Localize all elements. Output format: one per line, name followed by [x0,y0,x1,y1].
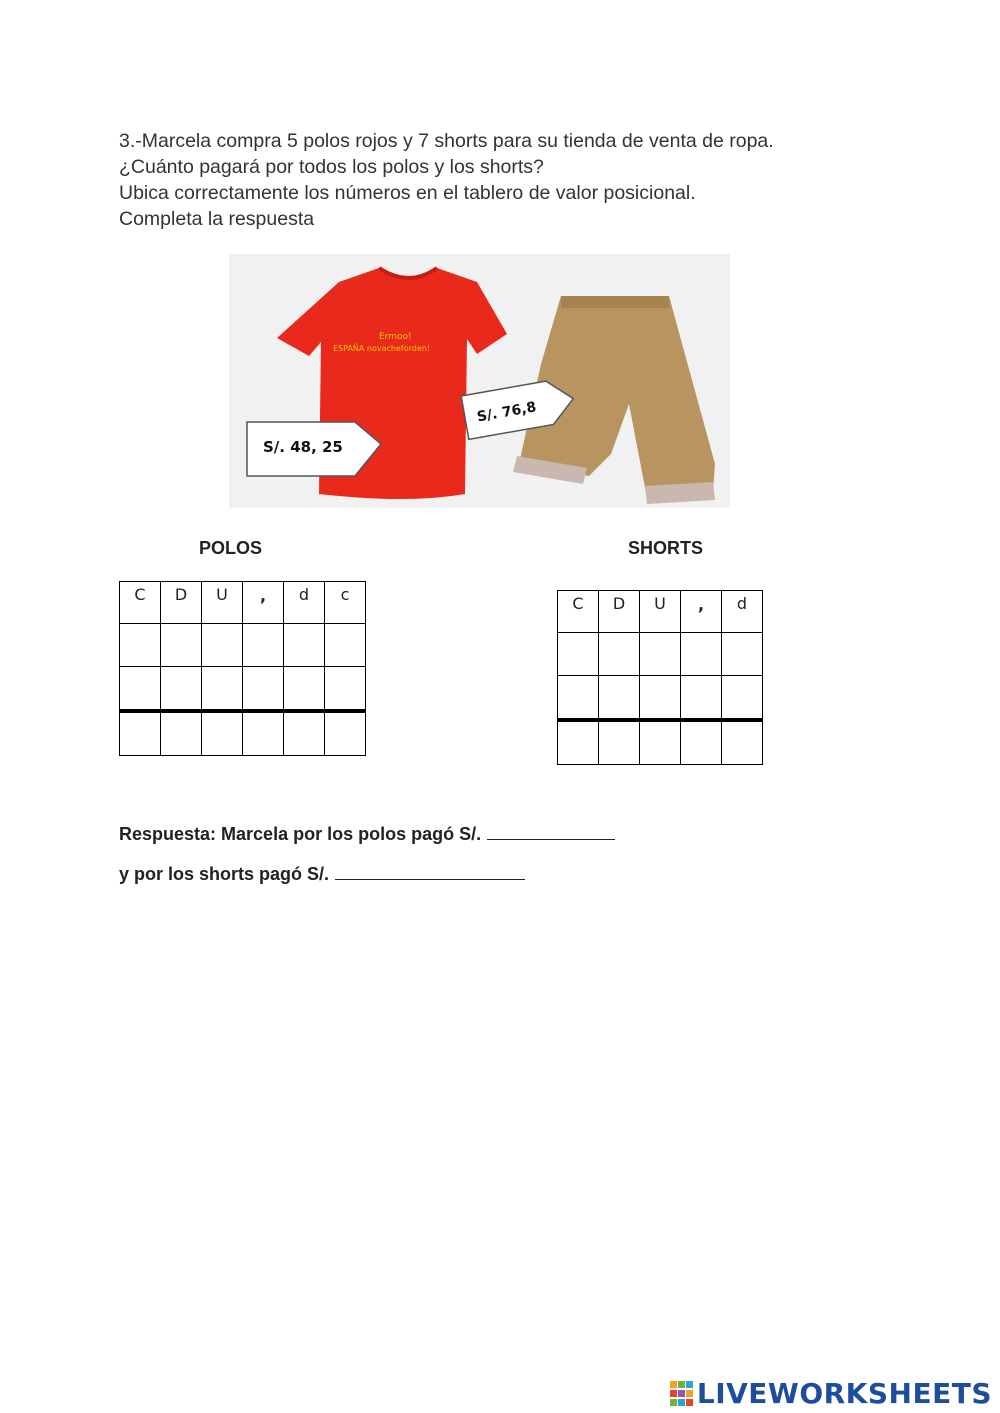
liveworksheets-footer [670,1377,992,1410]
polos-result-cell[interactable] [161,711,202,756]
polos-result-cell[interactable] [243,711,284,756]
shorts-cell[interactable] [722,633,763,676]
shorts-place-value-table [557,590,763,765]
shirt-price-label: S/. 48, 25 [263,438,343,456]
shorts-header-c: C [558,591,599,633]
polos-header-comma: , [243,582,284,624]
product-photo [229,254,730,508]
shorts-cell[interactable] [640,676,681,721]
shorts-cell[interactable] [681,676,722,721]
liveworksheets-brand: LIVEWORKSHEETS [696,1377,992,1410]
shorts-cell[interactable] [681,633,722,676]
shorts-result-cell[interactable] [640,720,681,765]
polos-cell[interactable] [243,624,284,667]
instruction-line-4: Completa la respuesta [119,208,315,230]
polos-header-c: C [120,582,161,624]
shorts-header-dec: d [722,591,763,633]
shorts-cell[interactable] [599,676,640,721]
polos-cell[interactable] [325,624,366,667]
shorts-result-cell[interactable] [681,720,722,765]
polos-result-cell[interactable] [325,711,366,756]
instruction-line-2: ¿Cuánto pagará por todos los polos y los shorts? [119,156,544,178]
shirt-print-2: ESPAÑA novacheforden! [333,344,431,353]
polos-cell[interactable] [202,624,243,667]
answer-polos-blank[interactable] [487,821,615,840]
shorts-price-label: S/. 76,8 [475,399,538,426]
answer-polos-label: Respuesta: Marcela por los polos pagó S/. [119,824,482,844]
shorts-cell[interactable] [640,633,681,676]
polos-result-cell[interactable] [120,711,161,756]
polos-cell[interactable] [120,624,161,667]
polos-title: POLOS [199,538,263,558]
shorts-header-u: U [640,591,681,633]
shorts-title: SHORTS [628,538,704,558]
shorts-cell[interactable] [599,633,640,676]
polos-cell[interactable] [325,667,366,712]
polos-header-cent: c [325,582,366,624]
polos-place-value-table [119,581,366,756]
shorts-cell[interactable] [722,676,763,721]
answer-shorts-label: y por los shorts pagó S/. [119,864,330,884]
polos-cell[interactable] [284,667,325,712]
product-illustration [229,254,730,508]
answer-line-1 [119,821,615,845]
polos-header-dec: d [284,582,325,624]
shorts-cell[interactable] [558,633,599,676]
instruction-line-1: 3.-Marcela compra 5 polos rojos y 7 shorts para su tienda de venta de ropa. [119,130,774,152]
shorts-result-cell[interactable] [599,720,640,765]
liveworksheets-logo-icon [670,1381,694,1407]
shorts-cell[interactable] [558,676,599,721]
answer-shorts-blank[interactable] [335,861,525,880]
polos-cell[interactable] [120,667,161,712]
polos-cell[interactable] [161,624,202,667]
polos-result-cell[interactable] [202,711,243,756]
shirt-print-1: Ermoo! [379,332,412,342]
polos-cell[interactable] [202,667,243,712]
answer-line-2 [119,861,525,885]
shorts-header-d: D [599,591,640,633]
shorts-result-cell[interactable] [558,720,599,765]
polos-cell[interactable] [243,667,284,712]
shorts-header-comma: , [681,591,722,633]
instructions [119,128,774,232]
instruction-line-3: Ubica correctamente los números en el tablero de valor posicional. [119,182,696,204]
polos-header-u: U [202,582,243,624]
polos-result-cell[interactable] [284,711,325,756]
polos-cell[interactable] [161,667,202,712]
polos-cell[interactable] [284,624,325,667]
polos-header-d: D [161,582,202,624]
shorts-result-cell[interactable] [722,720,763,765]
